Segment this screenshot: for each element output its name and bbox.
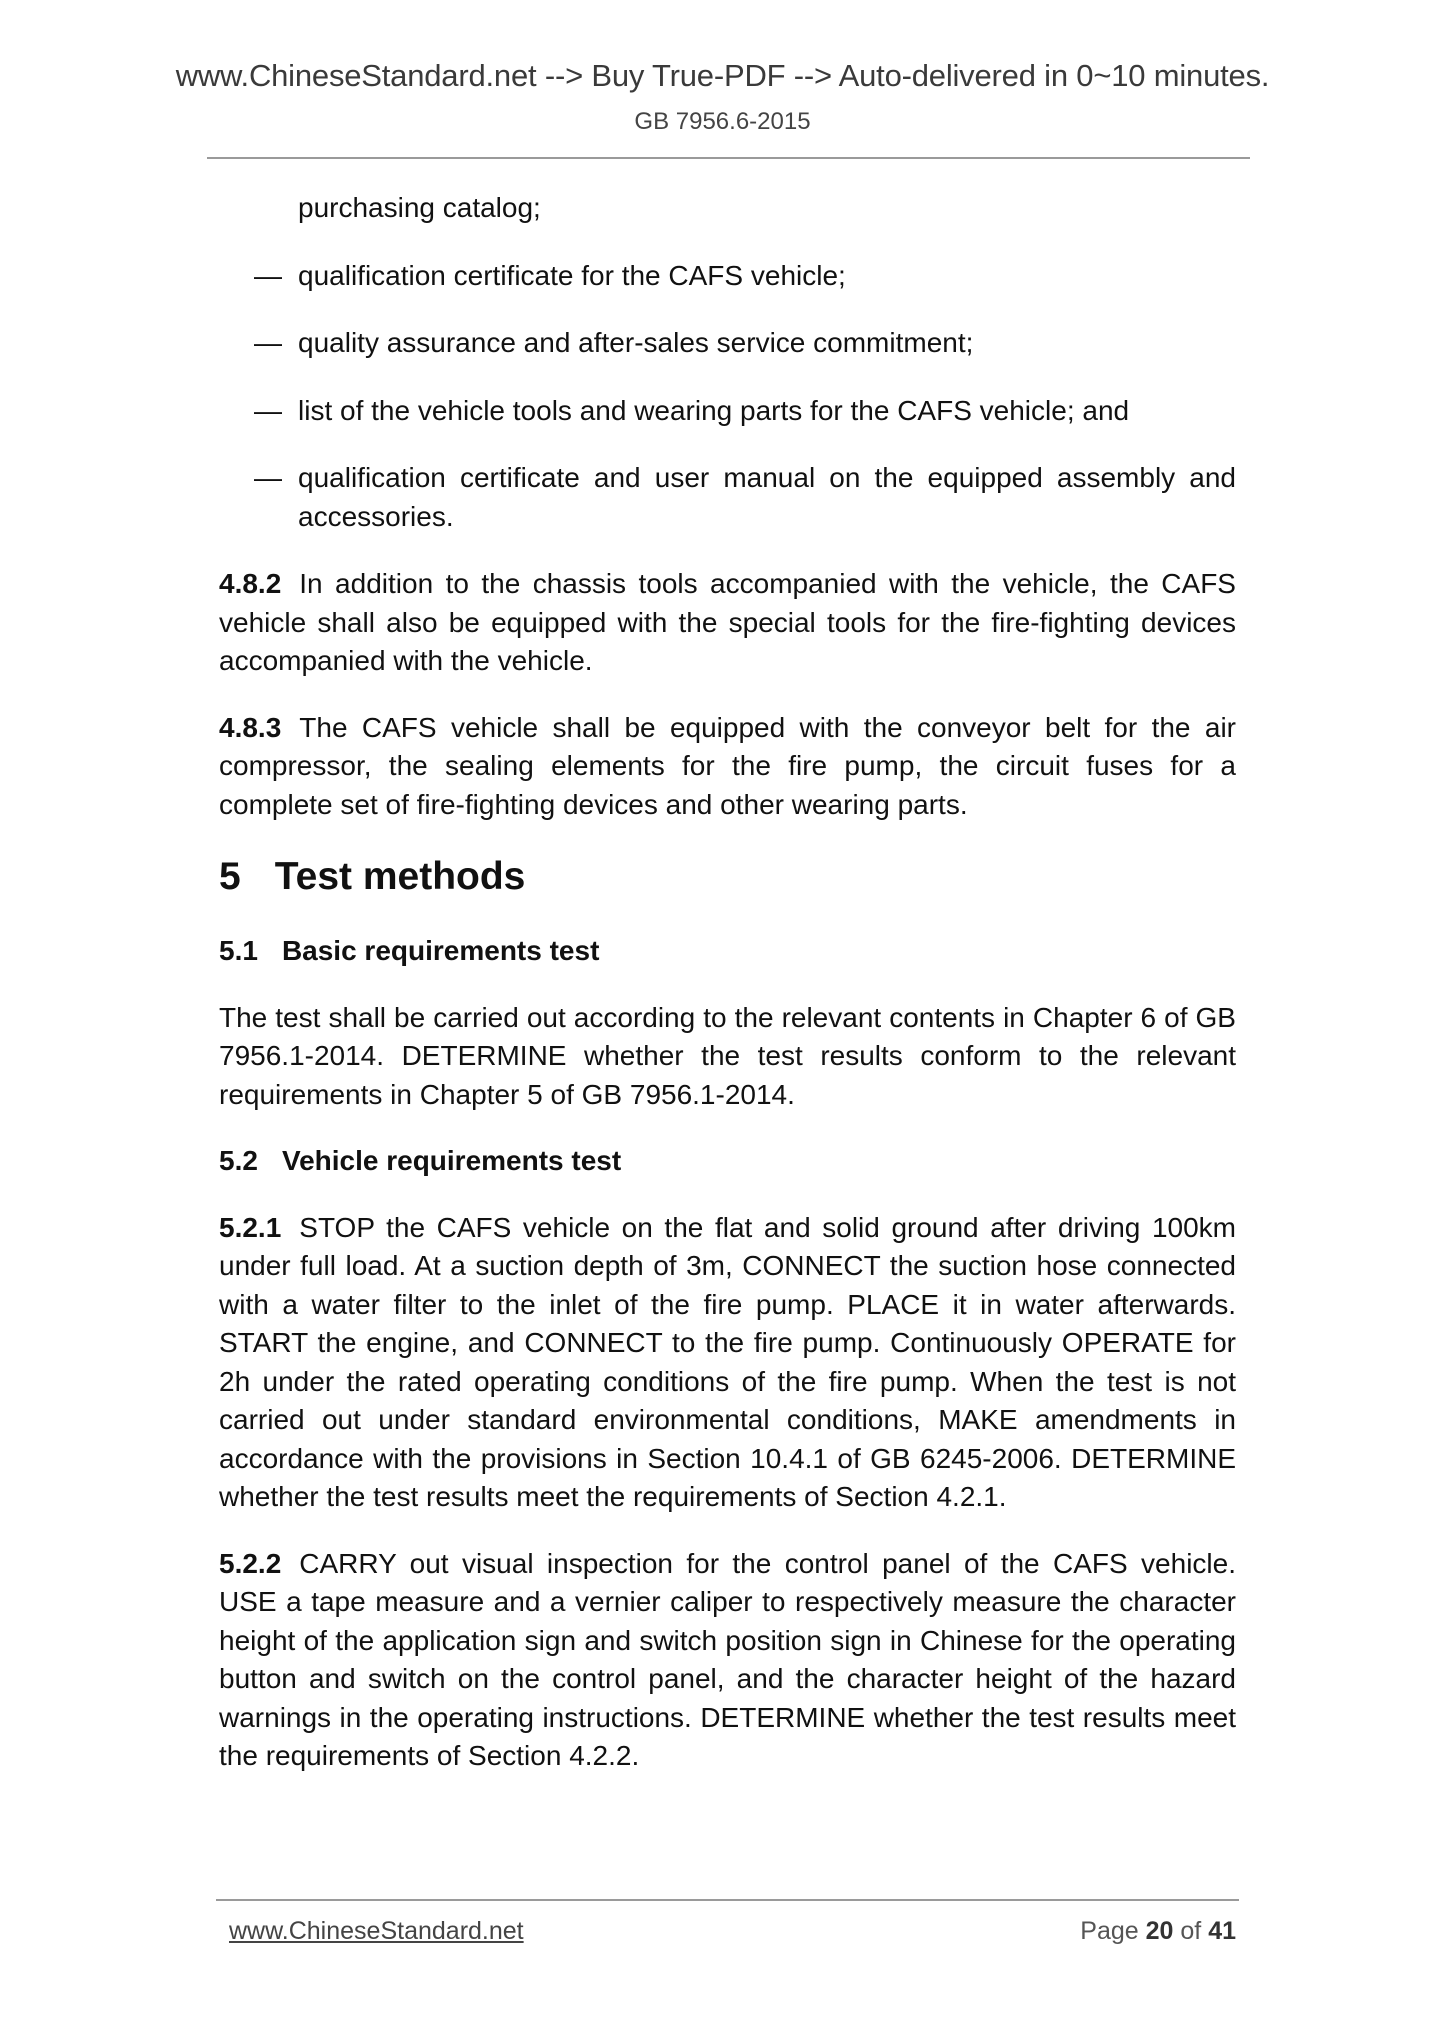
page-current: 20 xyxy=(1145,1917,1174,1945)
section-heading-5 xyxy=(219,852,1236,902)
clause-number: 4.8.2 xyxy=(219,568,282,599)
clause-text: The CAFS vehicle shall be equipped with the conveyor belt for the air compressor, the sealing elements for the fire pump, the circuit fuses for a complete set of fire-fighting devices and other wearing parts. xyxy=(219,711,1236,820)
clause-number: 5.2.1 xyxy=(219,1211,282,1243)
section-heading-5-1 xyxy=(219,932,1236,971)
list-item-text: qualification certificate for the CAFS vehicle; xyxy=(298,259,846,291)
section-number: 5.1 xyxy=(219,935,258,966)
footer-divider xyxy=(216,1899,1239,1901)
clause-5-2-1 xyxy=(219,1209,1236,1517)
dash-bullet-icon: — xyxy=(254,259,282,291)
section-number: 5.2 xyxy=(219,1145,258,1176)
document-body xyxy=(219,189,1236,1804)
clause-text: CARRY out visual inspection for the control panel of the CAFS vehicle. USE a tape measure and a vernier caliper to respectively measure the character height of the application sign and switch position sign in Chinese for the operating button and switch on the control panel, and the character height of the hazard warnings in the operating instructions. DETERMINE whether the test results meet the requirements of Section 4.2.2. xyxy=(219,1547,1236,1771)
clause-text: In addition to the chassis tools accompanied with the vehicle, the CAFS vehicle shall also be equipped with the special tools for the fire-fighting devices accompanied with the vehicle. xyxy=(219,568,1236,676)
dash-bullet-icon: — xyxy=(254,394,282,426)
section-number: 5 xyxy=(219,855,241,898)
dash-bullet-icon: — xyxy=(254,327,282,358)
section-title: Basic requirements test xyxy=(281,935,600,966)
list-continuation: purchasing catalog; xyxy=(298,192,541,223)
clause-number: 5.2.2 xyxy=(219,1547,282,1579)
list-item xyxy=(219,324,1236,363)
page-total: 41 xyxy=(1208,1917,1236,1945)
list-item-text: list of the vehicle tools and wearing parts for the CAFS vehicle; and xyxy=(298,394,1130,426)
footer-website-link[interactable]: www.ChineseStandard.net xyxy=(229,1917,524,1945)
section-title: Vehicle requirements test xyxy=(281,1145,622,1176)
standard-id: GB 7956.6-2015 xyxy=(634,108,811,135)
clause-4-8-3 xyxy=(219,709,1236,825)
header-divider xyxy=(207,157,1250,159)
list-item-text: qualification certificate and user manual on the equipped assembly and accessories. xyxy=(298,462,1236,532)
clause-number: 4.8.3 xyxy=(219,711,282,743)
section-title: Test methods xyxy=(274,855,526,898)
list-item-text: quality assurance and after-sales service commitment; xyxy=(298,327,974,358)
list-item xyxy=(219,392,1236,431)
page-of: of xyxy=(1180,1917,1202,1945)
list-item xyxy=(219,459,1236,536)
list-item xyxy=(219,257,1236,296)
section-5-1-text: The test shall be carried out according to the relevant contents in Chapter 6 of GB 7956.1-2014. DETERMINE whether the test results conform to the relevant requirements in Chapter 5 of GB 7956.1-2014. xyxy=(219,1001,1236,1110)
clause-5-2-2 xyxy=(219,1545,1236,1776)
header-banner: www.ChineseStandard.net --> Buy True-PDF --> Auto-delivered in 0~10 minutes. xyxy=(175,58,1270,93)
section-heading-5-2 xyxy=(219,1142,1236,1181)
clause-4-8-2 xyxy=(219,565,1236,681)
page-label: Page xyxy=(1080,1917,1139,1945)
dash-bullet-icon: — xyxy=(254,462,282,493)
page-indicator xyxy=(1080,1917,1236,1946)
clause-text: STOP the CAFS vehicle on the flat and solid ground after driving 100km under full load. At a suction depth of 3m, CONNECT the suction hose connected with a water filter to the inlet of the fire pump. PLACE it in water afterwards. START the engine, and CONNECT to the fire pump. Continuously OPERATE for 2h under the rated operating conditions of the fire pump. When the test is not carried out under standard environmental conditions, MAKE amendments in accordance with the provisions in Section 10.4.1 of GB 6245-2006. DETERMINE whether the test results meet the requirements of Section 4.2.1. xyxy=(219,1211,1236,1512)
